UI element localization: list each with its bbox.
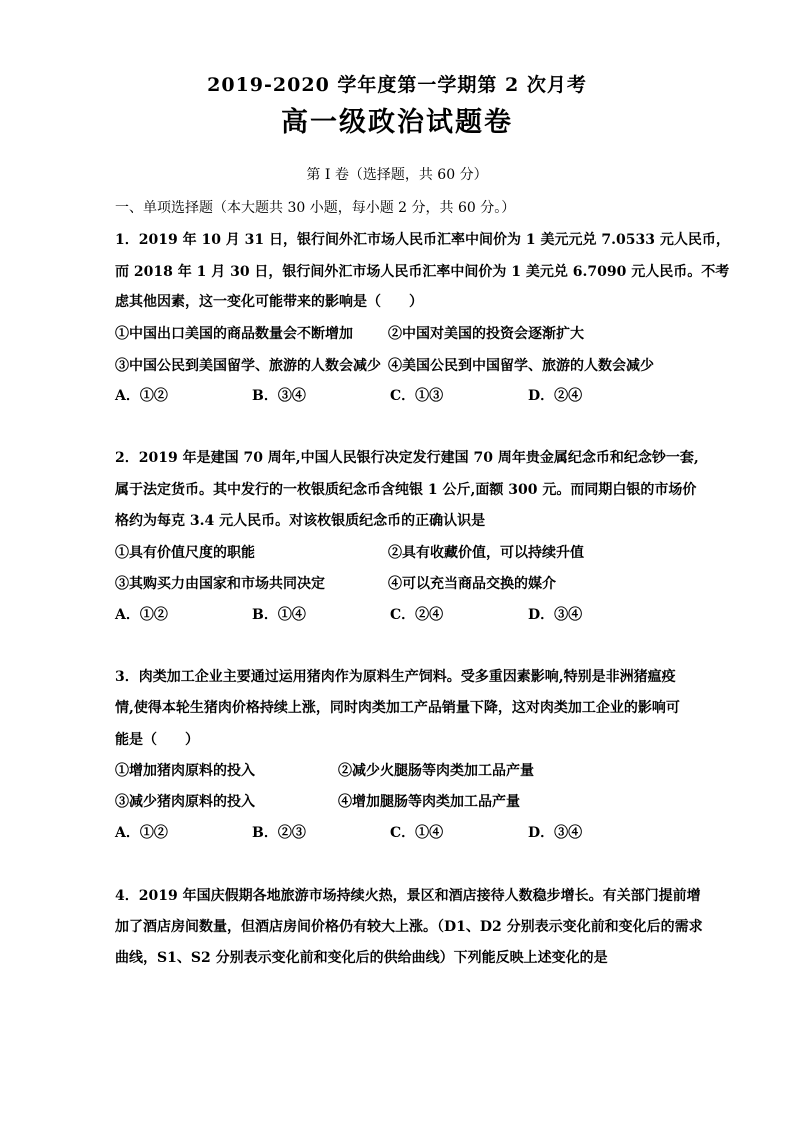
exam-title: 2019-2020 学年度第一学期第 2 次月考	[207, 74, 587, 96]
question-text-line: 加了酒店房间数量，但酒店房间价格仍有较大上涨。（D1、D2 分别表示变化前和变化后的需求	[115, 919, 703, 935]
choice-a: A．①②	[115, 388, 168, 404]
statement-1: ①具有价值尺度的职能	[115, 545, 255, 561]
choice-c: C．①③	[390, 388, 444, 404]
choice-a: A．①②	[115, 825, 168, 841]
question-text-line: 2．2019 年是建国 70 周年,中国人民银行决定发行建国 70 周年贵金属纪念币和纪念钞一套,	[115, 450, 699, 466]
question-text-line: 3．肉类加工企业主要通过运用猪肉作为原料生产饲料。受多重因素影响,特别是非洲猪瘟疫	[115, 669, 676, 685]
statement-2: ②减少火腿肠等肉类加工品产量	[338, 763, 534, 779]
statement-3: ③减少猪肉原料的投入	[115, 794, 255, 810]
choice-b: B．②③	[252, 825, 306, 841]
question-text-line: 曲线，S1、S2 分别表示变化前和变化后的供给曲线）下列能反映上述变化的是	[115, 950, 608, 966]
question-text-line: 属于法定货币。其中发行的一枚银质纪念币含纯银 1 公斤,面额 300 元。而同期白银的市场价	[115, 482, 697, 498]
statement-4: ④增加腿肠等肉类加工品产量	[338, 794, 520, 810]
question-text-line: 能是（ ）	[115, 732, 199, 748]
choice-c: C．②④	[390, 607, 444, 623]
question-text-line: 格约为每克 3.4 元人民币。对该枚银质纪念币的正确认识是	[115, 513, 486, 529]
statement-1: ①中国出口美国的商品数量会不断增加	[115, 326, 353, 342]
choice-a: A．①②	[115, 607, 168, 623]
question-text-line: 4．2019 年国庆假期各地旅游市场持续火热，景区和酒店接待人数稳步增长。有关部门提前增	[115, 888, 701, 904]
choice-b: B．③④	[252, 388, 306, 404]
choice-c: C．①④	[390, 825, 444, 841]
choice-b: B．①④	[252, 607, 306, 623]
statement-1: ①增加猪肉原料的投入	[115, 763, 255, 779]
statement-4: ④美国公民到中国留学、旅游的人数会减少	[388, 358, 654, 374]
question-text-line: 情,使得本轮生猪肉价格持续上涨，同时肉类加工产品销量下降，这对肉类加工企业的影响可	[115, 700, 680, 716]
section-heading: 一、单项选择题（本大题共 30 小题，每小题 2 分，共 60 分。）	[115, 200, 516, 216]
choice-d: D．③④	[528, 825, 583, 841]
statement-2: ②中国对美国的投资会逐渐扩大	[388, 326, 584, 342]
volume-heading: 第 I 卷（选择题，共 60 分）	[306, 167, 488, 183]
statement-3: ③中国公民到美国留学、旅游的人数会减少	[115, 358, 381, 374]
question-text-line: 1．2019 年 10 月 31 日，银行间外汇市场人民币汇率中间价为 1 美元元兑 7.0533 元人民币，	[115, 232, 730, 248]
choice-d: D．②④	[528, 388, 583, 404]
choice-d: D．③④	[528, 607, 583, 623]
statement-2: ②具有收藏价值，可以持续升值	[388, 545, 584, 561]
statement-3: ③其购买力由国家和市场共同决定	[115, 576, 325, 592]
paper-title: 高一级政治试题卷	[281, 107, 513, 138]
question-text-line: 虑其他因素，这一变化可能带来的影响是（ ）	[115, 294, 423, 310]
question-text-line: 而 2018 年 1 月 30 日，银行间外汇市场人民币汇率中间价为 1 美元兑 6.7090 元人民币。不考	[115, 264, 730, 280]
statement-4: ④可以充当商品交换的媒介	[388, 576, 556, 592]
